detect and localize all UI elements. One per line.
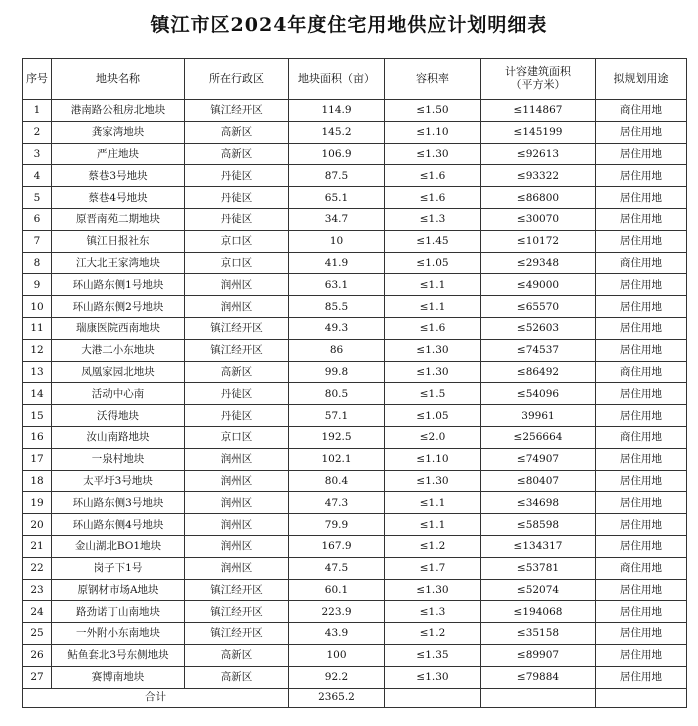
cell-plot-name: 大港二小东地块 (52, 339, 185, 361)
total-row (23, 688, 687, 707)
cell-plot-name: 蔡巷3号地块 (52, 165, 185, 187)
header-plot-name: 地块名称 (52, 59, 185, 100)
cell-far: ≤1.10 (385, 448, 481, 470)
cell-usage: 居住用地 (596, 187, 687, 209)
cell-usage: 居住用地 (596, 492, 687, 514)
cell-plot-name: 环山路东侧3号地块 (52, 492, 185, 514)
cell-area: 80.5 (289, 383, 385, 405)
table-row (23, 361, 687, 383)
cell-far: ≤1.45 (385, 230, 481, 252)
cell-district: 京口区 (185, 426, 289, 448)
cell-area: 57.1 (289, 405, 385, 427)
cell-usage: 居住用地 (596, 121, 687, 143)
cell-index: 15 (23, 405, 52, 427)
cell-far: ≤1.1 (385, 274, 481, 296)
cell-floor-area: ≤54096 (481, 383, 596, 405)
cell-district: 润州区 (185, 492, 289, 514)
cell-far: ≤1.30 (385, 361, 481, 383)
cell-far: ≤1.10 (385, 121, 481, 143)
cell-floor-area: ≤52074 (481, 579, 596, 601)
cell-plot-name: 环山路东侧4号地块 (52, 514, 185, 536)
table-row (23, 208, 687, 230)
cell-district: 镇江经开区 (185, 100, 289, 122)
cell-district: 镇江经开区 (185, 579, 289, 601)
cell-usage: 居住用地 (596, 535, 687, 557)
cell-plot-name: 龚家湾地块 (52, 121, 185, 143)
cell-plot-name: 活动中心南 (52, 383, 185, 405)
cell-far: ≤1.1 (385, 492, 481, 514)
cell-district: 镇江经开区 (185, 339, 289, 361)
cell-far: ≤1.50 (385, 100, 481, 122)
cell-floor-area: ≤86800 (481, 187, 596, 209)
cell-area: 43.9 (289, 623, 385, 645)
cell-district: 润州区 (185, 557, 289, 579)
cell-district: 镇江经开区 (185, 623, 289, 645)
cell-far: ≤1.05 (385, 405, 481, 427)
cell-floor-area: ≤114867 (481, 100, 596, 122)
cell-usage: 居住用地 (596, 579, 687, 601)
cell-district: 镇江经开区 (185, 601, 289, 623)
cell-plot-name: 鲇鱼套北3号东侧地块 (52, 644, 185, 666)
table-header-row (23, 59, 687, 100)
cell-district: 润州区 (185, 274, 289, 296)
cell-plot-name: 太平圩3号地块 (52, 470, 185, 492)
cell-area: 106.9 (289, 143, 385, 165)
header-far: 容积率 (385, 59, 481, 100)
cell-area: 41.9 (289, 252, 385, 274)
cell-area: 102.1 (289, 448, 385, 470)
cell-index: 14 (23, 383, 52, 405)
cell-area: 86 (289, 339, 385, 361)
cell-district: 丹徒区 (185, 187, 289, 209)
table-row (23, 100, 687, 122)
table-row (23, 579, 687, 601)
table-row (23, 339, 687, 361)
cell-plot-name: 原晋南苑二期地块 (52, 208, 185, 230)
cell-floor-area: ≤194068 (481, 601, 596, 623)
cell-index: 18 (23, 470, 52, 492)
cell-district: 镇江经开区 (185, 317, 289, 339)
cell-index: 4 (23, 165, 52, 187)
table-row (23, 557, 687, 579)
cell-plot-name: 一泉村地块 (52, 448, 185, 470)
cell-plot-name: 汝山南路地块 (52, 426, 185, 448)
cell-usage: 居住用地 (596, 317, 687, 339)
table-row (23, 448, 687, 470)
cell-area: 99.8 (289, 361, 385, 383)
cell-area: 92.2 (289, 666, 385, 688)
cell-usage: 居住用地 (596, 623, 687, 645)
cell-area: 79.9 (289, 514, 385, 536)
cell-floor-area: ≤89907 (481, 644, 596, 666)
cell-district: 高新区 (185, 361, 289, 383)
cell-area: 80.4 (289, 470, 385, 492)
table-row (23, 644, 687, 666)
cell-usage: 居住用地 (596, 448, 687, 470)
cell-usage: 居住用地 (596, 274, 687, 296)
cell-area: 47.3 (289, 492, 385, 514)
cell-usage: 商住用地 (596, 252, 687, 274)
cell-index: 19 (23, 492, 52, 514)
cell-far: ≤1.35 (385, 644, 481, 666)
cell-district: 润州区 (185, 535, 289, 557)
cell-index: 26 (23, 644, 52, 666)
total-empty-cell (385, 688, 481, 707)
cell-floor-area: ≤34698 (481, 492, 596, 514)
cell-far: ≤1.30 (385, 666, 481, 688)
cell-usage: 商住用地 (596, 426, 687, 448)
cell-district: 京口区 (185, 252, 289, 274)
cell-area: 87.5 (289, 165, 385, 187)
cell-plot-name: 原钢材市场A地块 (52, 579, 185, 601)
cell-usage: 居住用地 (596, 601, 687, 623)
cell-floor-area: ≤58598 (481, 514, 596, 536)
cell-far: ≤1.3 (385, 208, 481, 230)
cell-district: 高新区 (185, 666, 289, 688)
cell-plot-name: 环山路东侧2号地块 (52, 296, 185, 318)
cell-plot-name: 一外附小东南地块 (52, 623, 185, 645)
cell-floor-area: ≤145199 (481, 121, 596, 143)
cell-plot-name: 江大北王家湾地块 (52, 252, 185, 274)
cell-floor-area: ≤30070 (481, 208, 596, 230)
cell-index: 1 (23, 100, 52, 122)
cell-index: 6 (23, 208, 52, 230)
cell-index: 16 (23, 426, 52, 448)
cell-floor-area: ≤65570 (481, 296, 596, 318)
cell-far: ≤1.1 (385, 296, 481, 318)
cell-floor-area: ≤35158 (481, 623, 596, 645)
header-district: 所在行政区 (185, 59, 289, 100)
cell-usage: 商住用地 (596, 361, 687, 383)
cell-floor-area: ≤10172 (481, 230, 596, 252)
cell-area: 223.9 (289, 601, 385, 623)
table-row (23, 143, 687, 165)
cell-district: 高新区 (185, 644, 289, 666)
table-row (23, 274, 687, 296)
cell-floor-area: ≤93322 (481, 165, 596, 187)
table-row (23, 426, 687, 448)
cell-district: 京口区 (185, 230, 289, 252)
cell-plot-name: 赛博南地块 (52, 666, 185, 688)
cell-area: 60.1 (289, 579, 385, 601)
table-row (23, 165, 687, 187)
cell-index: 8 (23, 252, 52, 274)
table-row (23, 535, 687, 557)
cell-far: ≤2.0 (385, 426, 481, 448)
cell-district: 高新区 (185, 121, 289, 143)
table-row (23, 383, 687, 405)
table-row (23, 666, 687, 688)
table-row (23, 317, 687, 339)
cell-floor-area: ≤86492 (481, 361, 596, 383)
cell-area: 65.1 (289, 187, 385, 209)
table-row (23, 470, 687, 492)
cell-plot-name: 严庄地块 (52, 143, 185, 165)
cell-far: ≤1.6 (385, 187, 481, 209)
cell-index: 17 (23, 448, 52, 470)
cell-index: 2 (23, 121, 52, 143)
cell-far: ≤1.6 (385, 165, 481, 187)
cell-floor-area: ≤49000 (481, 274, 596, 296)
cell-floor-area: ≤29348 (481, 252, 596, 274)
cell-far: ≤1.5 (385, 383, 481, 405)
cell-area: 192.5 (289, 426, 385, 448)
header-usage: 拟规划用途 (596, 59, 687, 100)
cell-floor-area: ≤53781 (481, 557, 596, 579)
table-body (23, 100, 687, 689)
cell-floor-area: ≤256664 (481, 426, 596, 448)
cell-plot-name: 路劲诺丁山南地块 (52, 601, 185, 623)
cell-index: 20 (23, 514, 52, 536)
cell-district: 丹徒区 (185, 383, 289, 405)
cell-district: 润州区 (185, 514, 289, 536)
cell-far: ≤1.30 (385, 143, 481, 165)
cell-index: 23 (23, 579, 52, 601)
cell-index: 5 (23, 187, 52, 209)
total-area: 2365.2 (289, 688, 385, 707)
cell-usage: 居住用地 (596, 644, 687, 666)
cell-usage: 居住用地 (596, 470, 687, 492)
cell-district: 丹徒区 (185, 405, 289, 427)
cell-index: 27 (23, 666, 52, 688)
cell-area: 114.9 (289, 100, 385, 122)
table-row (23, 121, 687, 143)
cell-plot-name: 沃得地块 (52, 405, 185, 427)
cell-district: 丹徒区 (185, 208, 289, 230)
cell-plot-name: 镇江日报社东 (52, 230, 185, 252)
cell-area: 63.1 (289, 274, 385, 296)
cell-plot-name: 凤凰家园北地块 (52, 361, 185, 383)
table-row (23, 296, 687, 318)
cell-far: ≤1.30 (385, 470, 481, 492)
cell-far: ≤1.2 (385, 535, 481, 557)
table-row (23, 623, 687, 645)
cell-far: ≤1.3 (385, 601, 481, 623)
cell-floor-area: ≤92613 (481, 143, 596, 165)
cell-floor-area: ≤79884 (481, 666, 596, 688)
table-row (23, 514, 687, 536)
cell-far: ≤1.1 (385, 514, 481, 536)
cell-index: 3 (23, 143, 52, 165)
land-supply-table (22, 58, 687, 708)
cell-far: ≤1.7 (385, 557, 481, 579)
cell-usage: 商住用地 (596, 100, 687, 122)
cell-area: 49.3 (289, 317, 385, 339)
cell-area: 47.5 (289, 557, 385, 579)
total-label: 合计 (23, 688, 289, 707)
header-floor-area: 计容建筑面积 （平方米） (481, 59, 596, 100)
cell-usage: 居住用地 (596, 383, 687, 405)
cell-plot-name: 岗子下1号 (52, 557, 185, 579)
table-row (23, 187, 687, 209)
cell-usage: 居住用地 (596, 230, 687, 252)
cell-usage: 居住用地 (596, 339, 687, 361)
cell-usage: 居住用地 (596, 405, 687, 427)
header-area: 地块面积（亩） (289, 59, 385, 100)
cell-area: 100 (289, 644, 385, 666)
cell-index: 24 (23, 601, 52, 623)
cell-district: 丹徒区 (185, 165, 289, 187)
cell-plot-name: 蔡巷4号地块 (52, 187, 185, 209)
cell-plot-name: 港南路公租房北地块 (52, 100, 185, 122)
cell-district: 润州区 (185, 448, 289, 470)
cell-index: 10 (23, 296, 52, 318)
cell-area: 10 (289, 230, 385, 252)
table-row (23, 405, 687, 427)
cell-district: 润州区 (185, 470, 289, 492)
table-row (23, 230, 687, 252)
cell-index: 25 (23, 623, 52, 645)
cell-far: ≤1.30 (385, 339, 481, 361)
header-index: 序号 (23, 59, 52, 100)
cell-far: ≤1.30 (385, 579, 481, 601)
table-row (23, 601, 687, 623)
table-row (23, 252, 687, 274)
cell-index: 12 (23, 339, 52, 361)
cell-usage: 居住用地 (596, 666, 687, 688)
cell-floor-area: ≤134317 (481, 535, 596, 557)
cell-index: 22 (23, 557, 52, 579)
cell-floor-area: ≤52603 (481, 317, 596, 339)
cell-area: 34.7 (289, 208, 385, 230)
cell-usage: 商住用地 (596, 557, 687, 579)
cell-far: ≤1.2 (385, 623, 481, 645)
cell-plot-name: 金山湖北BO1地块 (52, 535, 185, 557)
cell-floor-area: 39961 (481, 405, 596, 427)
cell-district: 润州区 (185, 296, 289, 318)
cell-usage: 居住用地 (596, 296, 687, 318)
cell-usage: 居住用地 (596, 208, 687, 230)
page-title: 镇江市区2024年度住宅用地供应计划明细表 (150, 14, 548, 36)
cell-floor-area: ≤74907 (481, 448, 596, 470)
cell-index: 7 (23, 230, 52, 252)
cell-area: 85.5 (289, 296, 385, 318)
cell-floor-area: ≤80407 (481, 470, 596, 492)
cell-floor-area: ≤74537 (481, 339, 596, 361)
cell-area: 167.9 (289, 535, 385, 557)
cell-plot-name: 瑞康医院西南地块 (52, 317, 185, 339)
cell-usage: 居住用地 (596, 143, 687, 165)
cell-far: ≤1.6 (385, 317, 481, 339)
cell-district: 高新区 (185, 143, 289, 165)
total-empty-cell (481, 688, 596, 707)
cell-index: 13 (23, 361, 52, 383)
cell-index: 21 (23, 535, 52, 557)
cell-index: 11 (23, 317, 52, 339)
cell-usage: 居住用地 (596, 165, 687, 187)
cell-area: 145.2 (289, 121, 385, 143)
table-row (23, 492, 687, 514)
cell-far: ≤1.05 (385, 252, 481, 274)
cell-plot-name: 环山路东侧1号地块 (52, 274, 185, 296)
cell-usage: 居住用地 (596, 514, 687, 536)
total-empty-cell (596, 688, 687, 707)
cell-index: 9 (23, 274, 52, 296)
